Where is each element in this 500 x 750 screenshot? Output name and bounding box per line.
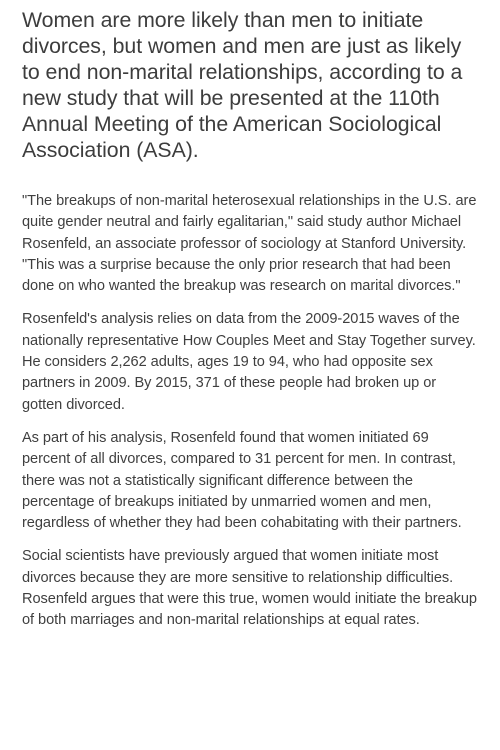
article-paragraph-4: Social scientists have previously argued that women initiate most divorces because they are more sensitive to relationship difficulties. Rosenfeld argues that were this true, women would initiate the breakup of both marriages and non-marital relationships at equal rates. xyxy=(22,548,477,629)
article-paragraph-1: "The breakups of non-marital heterosexual relationships in the U.S. are quite gender neutral and fairly egalitarian," said study author Michael Rosenfeld, an associate professor of sociology at Stanford University. "This was a surprise because the only prior research that had been done on who wanted the breakup was research on marital divorces." xyxy=(22,193,477,295)
article-paragraph-3: As part of his analysis, Rosenfeld found that women initiated 69 percent of all divorces, compared to 31 percent for men. In contrast, there was not a statistically significant difference between the percentage of breakups initiated by unmarried women and men, regardless of whether they had been cohabitating with their partners. xyxy=(22,429,462,532)
article-lead: Women are more likely than men to initiate divorces, but women and men are just as likely to end non-marital relationships, according to a new study that will be presented at the 110th Annual Meeting of the American Sociological Association (ASA). xyxy=(22,8,463,162)
article-paragraph-2: Rosenfeld's analysis relies on data from the 2009-2015 waves of the nationally representative How Couples Meet and Stay Together survey. He considers 2,262 adults, ages 19 to 94, who had opposite sex partners in 2009. By 2015, 371 of these people had broken up or gotten divorced. xyxy=(22,311,476,413)
